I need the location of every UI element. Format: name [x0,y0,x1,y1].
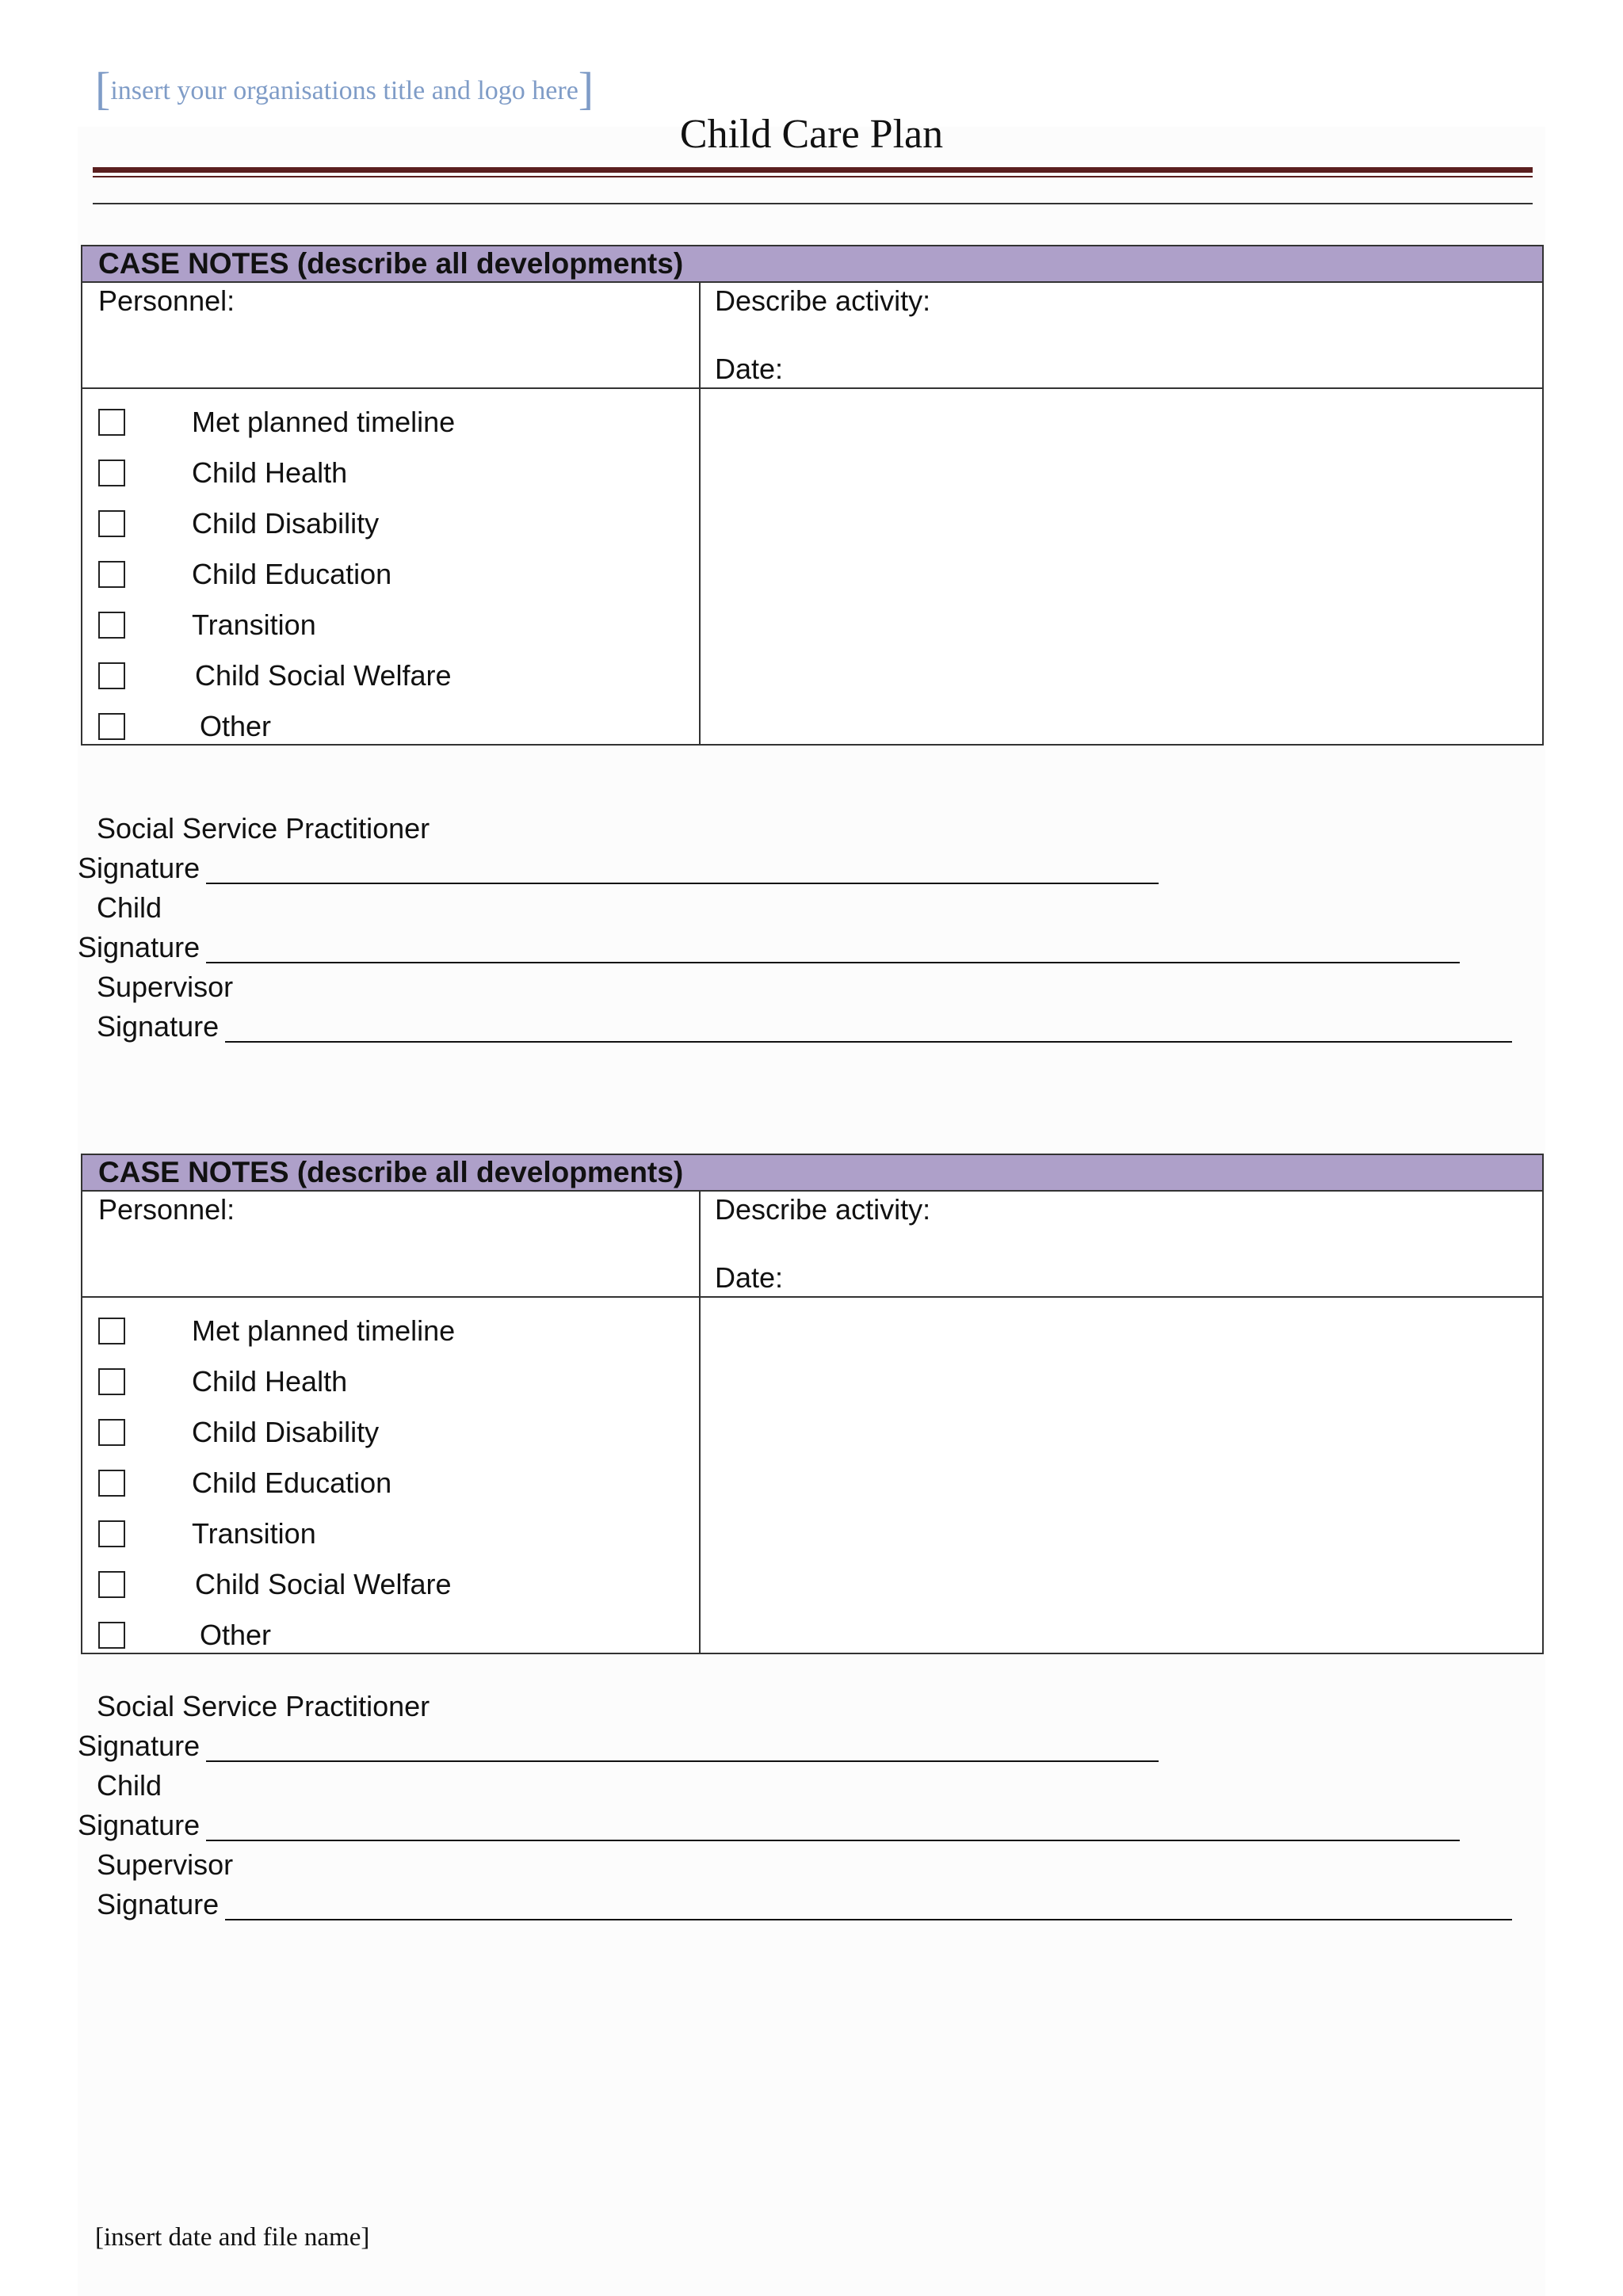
checkbox-label: Met planned timeline [192,406,456,438]
org-placeholder-text: insert your organisations title and logo here [110,76,579,105]
checkbox[interactable] [98,1571,125,1598]
child-signature-line[interactable] [206,962,1460,963]
checkbox[interactable] [98,460,125,486]
practitioner-role-label: Social Service Practitioner [97,812,430,845]
checkbox[interactable] [98,1419,125,1446]
checkbox-label: Child Disability [192,507,380,540]
practitioner-signature-line[interactable] [206,883,1159,884]
checkbox-item[interactable] [98,660,451,692]
header-rule-thin [93,176,1533,177]
describe-activity-label: Describe activity: [715,1193,931,1226]
personnel-label: Personnel: [98,284,235,317]
supervisor-signature-line[interactable] [225,1041,1512,1043]
checkbox-label: Transition [192,608,316,641]
practitioner-signature-line[interactable] [206,1760,1159,1762]
checkbox-label: Met planned timeline [192,1314,456,1347]
bracket-close: ] [578,63,594,114]
checkbox[interactable] [98,713,125,740]
checkbox[interactable] [98,1368,125,1395]
case-notes-body-row [82,1298,1542,1653]
checkbox[interactable] [98,662,125,689]
checkbox[interactable] [98,1520,125,1547]
personnel-label: Personnel: [98,1193,235,1226]
header-rule-separator [93,203,1533,204]
checkbox-label: Child Social Welfare [195,1568,452,1600]
checkbox-label: Child Education [192,558,392,590]
checkbox-item[interactable] [98,1315,455,1347]
checkbox[interactable] [98,510,125,537]
footer-placeholder: [insert date and file name] [95,2223,370,2252]
describe-activity-label: Describe activity: [715,284,931,317]
checkbox-label: Child Education [192,1466,392,1499]
activity-cell[interactable] [701,1192,1542,1296]
bracket-open: [ [95,63,111,114]
personnel-cell[interactable] [82,283,701,387]
date-label: Date: [715,1261,784,1294]
child-role-label: Child [97,1769,162,1802]
checkbox-item[interactable] [98,711,271,742]
checkbox-item[interactable] [98,1366,347,1398]
case-notes-table-1 [81,245,1544,746]
checkbox-label: Child Disability [192,1416,380,1448]
checkbox-item[interactable] [98,406,455,438]
checkbox-item[interactable] [98,559,391,590]
supervisor-role-label: Supervisor [97,1848,234,1881]
org-title-placeholder [95,62,594,115]
checkbox-item[interactable] [98,508,379,540]
checkbox-list [82,1298,701,1653]
checkbox-item[interactable] [98,1619,271,1651]
checkbox[interactable] [98,612,125,639]
practitioner-role-label: Social Service Practitioner [97,1690,430,1722]
checkbox-item[interactable] [98,1417,379,1448]
checkbox-label: Child Health [192,456,348,489]
checkbox-item[interactable] [98,1518,316,1550]
activity-cell[interactable] [701,283,1542,387]
checkbox[interactable] [98,561,125,588]
date-label: Date: [715,353,784,385]
checkbox-label: Transition [192,1517,316,1550]
child-role-label: Child [97,891,162,924]
checkbox-item[interactable] [98,609,316,641]
case-notes-table-2 [81,1154,1544,1654]
child-signature-label: Signature [78,931,200,963]
checkbox[interactable] [98,409,125,436]
checkbox[interactable] [98,1622,125,1649]
supervisor-role-label: Supervisor [97,971,234,1003]
child-signature-label: Signature [78,1809,200,1841]
checkbox-label: Other [200,710,272,742]
notes-cell[interactable] [701,1298,1542,1653]
checkbox-label: Child Social Welfare [195,659,452,692]
header-rule-thick [93,167,1533,173]
supervisor-signature-label: Signature [97,1888,220,1920]
notes-cell[interactable] [701,389,1542,744]
practitioner-signature-label: Signature [78,852,200,884]
child-signature-line[interactable] [206,1840,1460,1841]
checkbox-label: Child Health [192,1365,348,1398]
checkbox[interactable] [98,1470,125,1497]
checkbox-label: Other [200,1619,272,1651]
checkbox-item[interactable] [98,457,347,489]
personnel-cell[interactable] [82,1192,701,1296]
case-notes-body-row [82,389,1542,744]
case-notes-info-row [82,283,1542,389]
checkbox-list [82,389,701,744]
checkbox[interactable] [98,1318,125,1344]
page-title: Child Care Plan [679,112,944,157]
case-notes-info-row [82,1192,1542,1298]
checkbox-item[interactable] [98,1569,451,1600]
practitioner-signature-label: Signature [78,1730,200,1762]
checkbox-item[interactable] [98,1467,391,1499]
supervisor-signature-line[interactable] [225,1919,1512,1920]
case-notes-header: CASE NOTES (describe all developments) [82,246,1542,283]
case-notes-header: CASE NOTES (describe all developments) [82,1155,1542,1192]
supervisor-signature-label: Signature [97,1010,220,1043]
